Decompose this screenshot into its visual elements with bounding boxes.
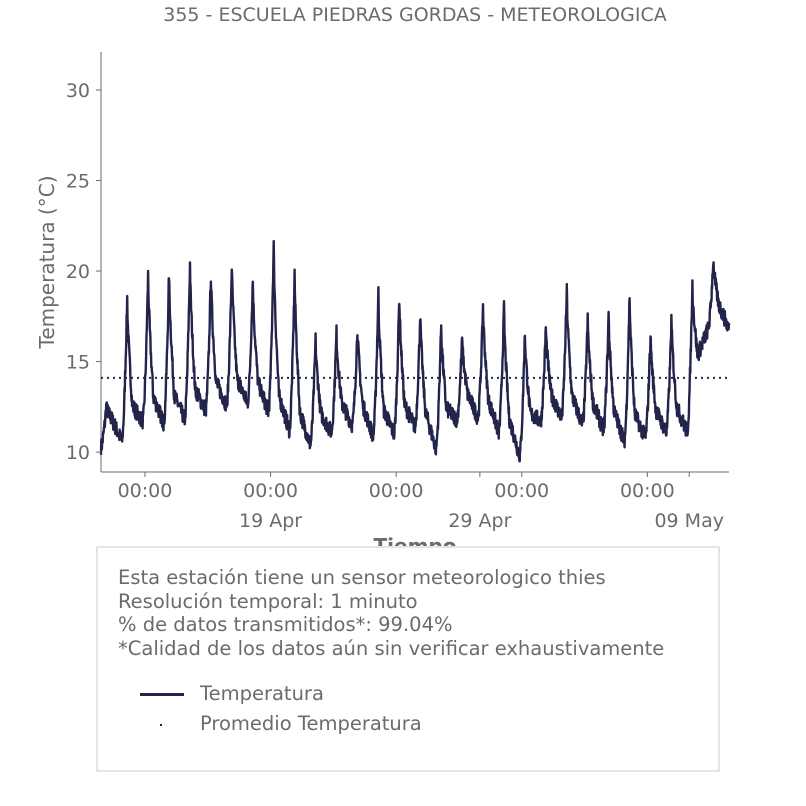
legend-label-temperatura: Temperatura [200,682,324,705]
y-tick-label: 15 [65,351,90,374]
y-tick-label: 10 [65,442,90,465]
x-tick-date-label: 09 May [654,510,724,532]
x-tick-date-label: 29 Apr [448,510,512,532]
legend-line-swatch [140,693,184,696]
x-tick-date-label: 19 Apr [239,510,303,532]
y-tick-label: 20 [65,261,90,284]
sensor-description: Esta estación tiene un sensor meteorologico thies [118,566,606,589]
y-tick-label: 25 [65,170,90,193]
temperatura-series-line [101,241,729,461]
x-axis [118,472,724,532]
y-axis-title: Temperatura (°C) [35,175,59,349]
legend-label-promedio: Promedio Temperatura [200,712,422,735]
x-tick-label: 00:00 [619,480,675,502]
x-tick-label: 00:00 [368,480,424,502]
info-panel [96,546,720,772]
quality-disclaimer: *Calidad de los datos aún sin verificar exhaustivamente [118,636,665,660]
legend-dot-swatch [160,724,162,726]
info-text [118,566,664,660]
y-tick-label: 30 [65,80,90,103]
y-axis [66,80,101,464]
temporal-resolution: Resolución temporal: 1 minuto [118,589,418,613]
x-tick-label: 00:00 [243,480,298,502]
x-tick-label: 00:00 [117,480,173,502]
x-tick-label: 00:00 [494,480,550,502]
transmitted-data-percent: % de datos transmitidos*: 99.04% [118,613,453,636]
chart-title: 355 - ESCUELA PIEDRAS GORDAS - METEOROLOGICA [163,4,667,26]
plot-area [101,52,729,472]
